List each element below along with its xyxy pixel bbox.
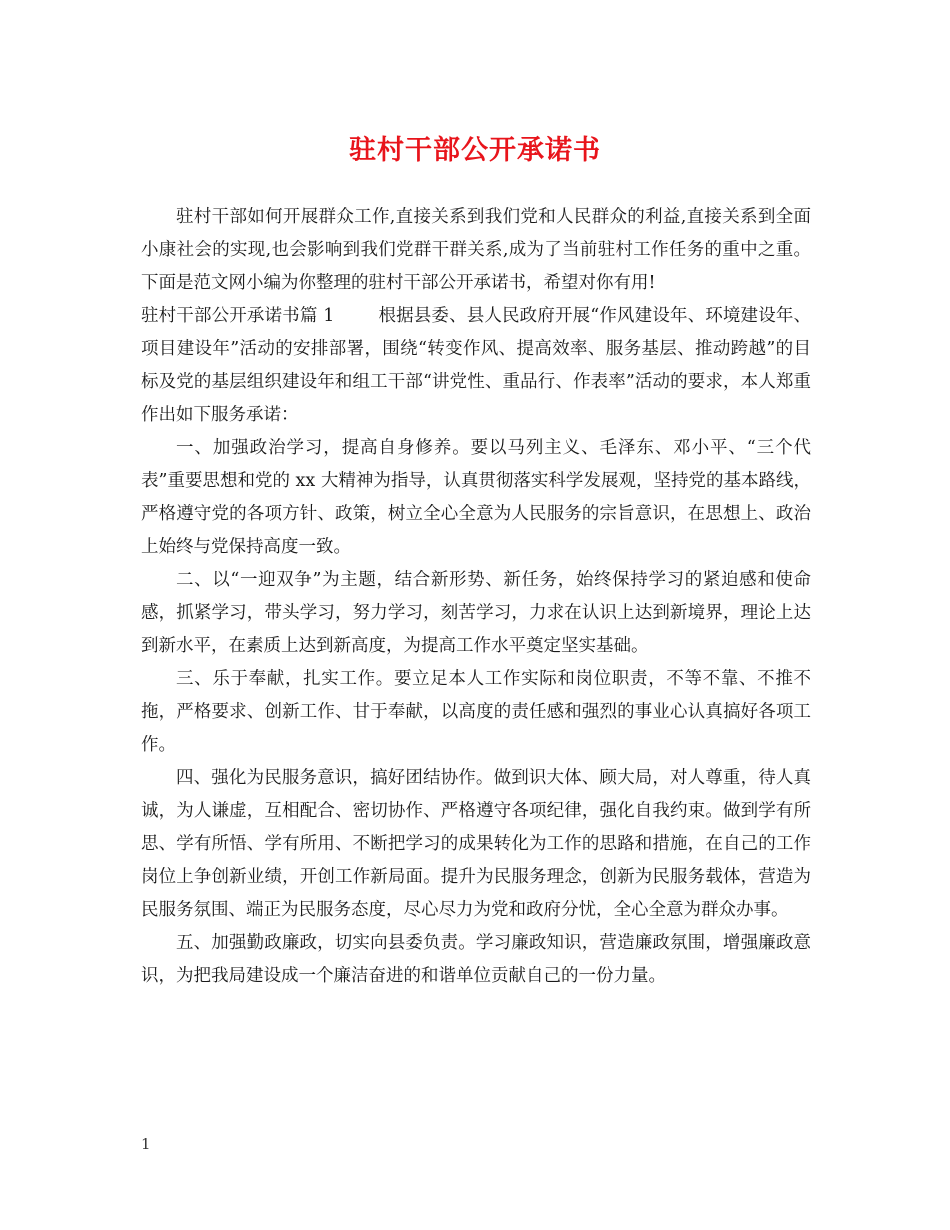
section-paragraph — [141, 300, 811, 432]
page-number: 1 — [141, 1135, 151, 1153]
commitment-item-3: 三、乐于奉献，扎实工作。要立足本人工作实际和岗位职责，不等不靠、不推不拖，严格要求、创新工作、甘于奉献，以高度的责任感和强烈的事业心认真搞好各项工作。 — [141, 669, 811, 755]
commitment-item-1: 一、加强政治学习，提高自身修养。要以马列主义、毛泽东、邓小平、“三个代表”重要思想和党的 xx 大精神为指导，认真贯彻落实科学发展观，坚持党的基本路线，严格遵守党的各项方针、政策，树立全心全意为人民服务的宗旨意识，在思想上、政治上始终与党保持高度一致。 — [141, 438, 811, 557]
commitment-item-2: 二、以“一迎双争”为主题，结合新形势、新任务，始终保持学习的紧迫感和使命感，抓紧学习，带头学习，努力学习，刻苦学习，力求在认识上达到新境界，理论上达到新水平，在素质上达到新高度，为提高工作水平奠定坚实基础。 — [141, 570, 811, 656]
intro-paragraph: 驻村干部如何开展群众工作,直接关系到我们党和人民群众的利益,直接关系到全面小康社会的实现,也会影响到我们党群干群关系,成为了当前驻村工作任务的重中之重。下面是范文网小编为你整理的驻村干部公开承诺书，希望对你有用! — [141, 207, 811, 293]
section-text: 根据县委、县人民政府开展“作风建设年、环境建设年、项目建设年”活动的安排部署，围绕“转变作风、提高效率、服务基层、推动跨越”的目标及党的基层组织建设年和组工干部“讲党性、重品行、作表率”活动的要求，本人郑重作出如下服务承诺： — [141, 306, 811, 425]
commitment-item-5: 五、加强勤政廉政，切实向县委负责。学习廉政知识，营造廉政氛围，增强廉政意识，为把我局建设成一个廉洁奋进的和谐单位贡献自己的一份力量。 — [141, 933, 811, 986]
document-title: 驻村干部公开承诺书 — [349, 135, 601, 166]
commitment-item-4: 四、强化为民服务意识，搞好团结协作。做到识大体、顾大局，对人尊重，待人真诚，为人谦虚，互相配合、密切协作、严格遵守各项纪律，强化自我约束。做到学有所思、学有所悟、学有所用、不断把学习的成果转化为工作的思路和措施，在自己的工作岗位上争创新业绩，开创工作新局面。提升为民服务理念，创新为民服务载体，营造为民服务氛围、端正为民服务态度，尽心尽力为党和政府分忧，全心全意为群众办事。 — [141, 768, 811, 920]
section-heading: 驻村干部公开承诺书篇 1 — [141, 306, 335, 326]
document-body — [141, 201, 811, 993]
